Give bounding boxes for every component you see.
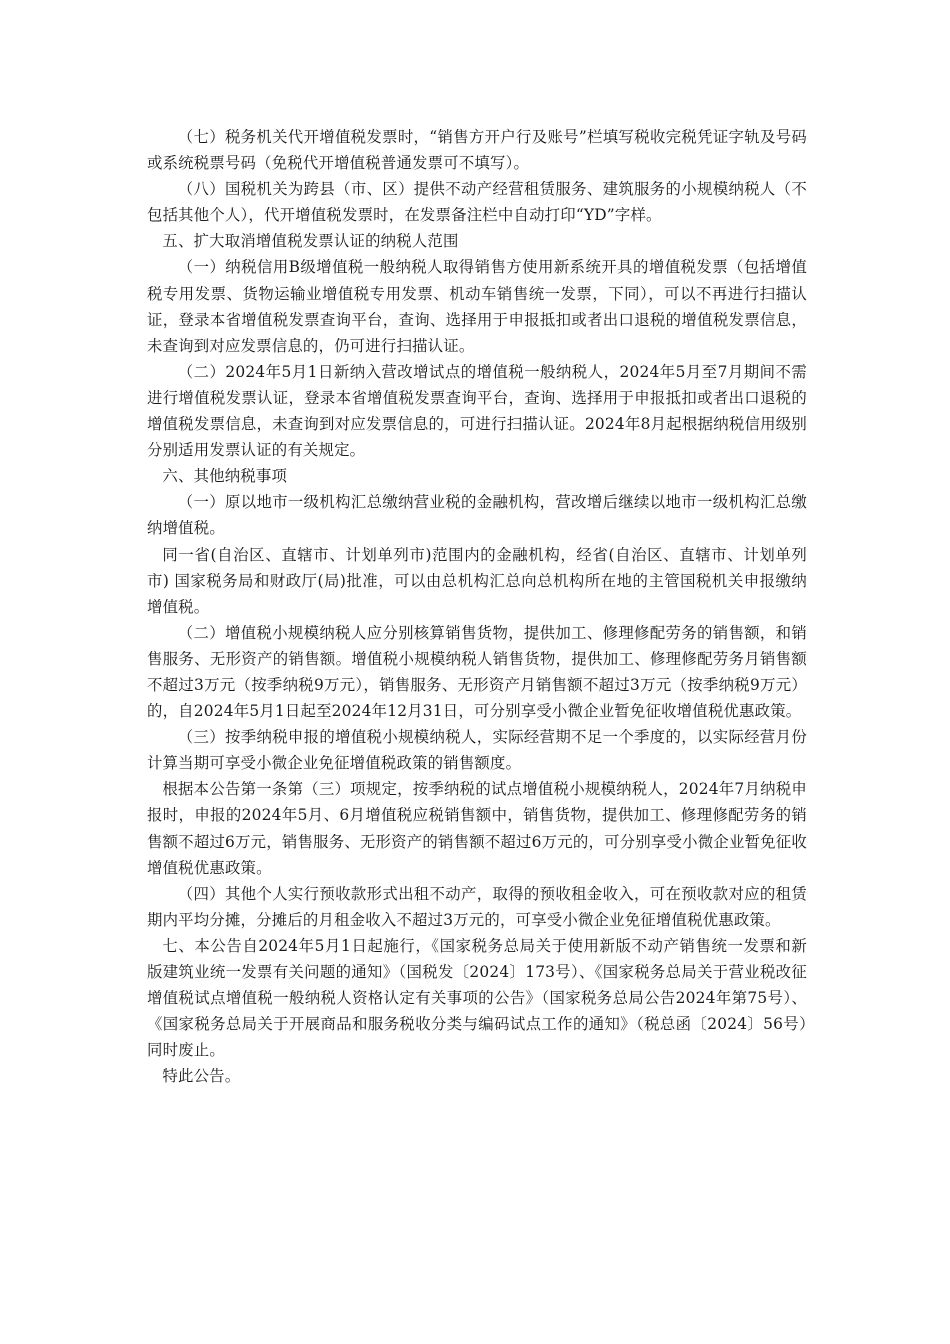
paragraph-invoice-agent-bank-account: （七）税务机关代开增值税发票时，“销售方开户行及账号”栏填写税收完税凭证字轨及号码或系统税票号码（免税代开增值税普通发票可不填写）。 bbox=[147, 128, 807, 173]
closing-announcement: 特此公告。 bbox=[162, 1067, 241, 1086]
paragraph-small-scale-taxpayer: （二）增值税小规模纳税人应分别核算销售货物，提供加工、修理修配劳务的销售额，和销售服务、无形资产的销售额。增值税小规模纳税人销售货物，提供加工、修理修配劳务月销售额不超过3万元（按季纳税9万元），销售服务、无形资产月销售额不超过3万元（按季纳税9万元）的，自2024年5月1日起至2024年12月31日，可分别享受小微企业暂免征收增值税优惠政策。 bbox=[147, 623, 807, 721]
section-heading-five: 五、扩大取消增值税发票认证的纳税人范围 bbox=[162, 232, 459, 251]
paragraph-financial-institution: （一）原以地市一级机构汇总缴纳营业税的金融机构，营改增后继续以地市一级机构汇总缴纳增值税。 bbox=[147, 493, 807, 538]
document-body bbox=[147, 124, 807, 1089]
section-heading-six: 六、其他纳税事项 bbox=[162, 467, 288, 486]
paragraph-july-declaration: 根据本公告第一条第（三）项规定，按季纳税的试点增值税小规模纳税人，2024年7月纳税申报时，申报的2024年5月、6月增值税应税销售额中，销售货物，提供加工、修理修配劳务的销售额不超过6万元，销售服务、无形资产的销售额不超过6万元的，可分别享受小微企业暂免征收增值税优惠政策。 bbox=[147, 780, 807, 877]
section-heading-seven: 七、本公告自2024年5月1日起施行，《国家税务总局关于使用新版不动产销售统一发票和新版建筑业统一发票有关问题的通知》（国税发〔2024〕173号）、《国家税务总局关于营业税改征增值税试点增值税一般纳税人资格认定有关事项的公告》（国家税务总局公告2024年第75号）、《国家税务总局关于开展商品和服务税收分类与编码试点工作的通知》（税总函〔2024〕56号）同时废止。 bbox=[147, 936, 807, 1060]
paragraph-new-pilot-taxpayer: （二）2024年5月1日新纳入营改增试点的增值税一般纳税人，2024年5月至7月期间不需进行增值税发票认证，登录本省增值税发票查询平台，查询、选择用于申报抵扣或者出口退税的增值税发票信息，未查询到对应发票信息的，可进行扫描认证。2024年8月起根据纳税信用级别分别适用发票认证的有关规定。 bbox=[147, 362, 807, 460]
paragraph-yd-remark: （八）国税机关为跨县（市、区）提供不动产经营租赁服务、建筑服务的小规模纳税人（不包括其他个人），代开增值税发票时，在发票备注栏中自动打印“YD”字样。 bbox=[147, 180, 807, 225]
paragraph-provincial-financial-institution: 同一省(自治区、直辖市、计划单列市)范围内的金融机构，经省(自治区、直辖市、计划单列市) 国家税务局和财政厅(局)批准，可以由总机构汇总向总机构所在地的主管国税机关申报缴纳增值税。 bbox=[147, 545, 807, 616]
paragraph-credit-b-taxpayer: （一）纳税信用B级增值税一般纳税人取得销售方使用新系统开具的增值税发票（包括增值税专用发票、货物运输业增值税专用发票、机动车销售统一发票，下同），可以不再进行扫描认证，登录本省增值税发票查询平台，查询、选择用于申报抵扣或者出口退税的增值税发票信息，未查询到对应发票信息的，仍可进行扫描认证。 bbox=[147, 258, 807, 355]
paragraph-quarterly-taxpayer: （三）按季纳税申报的增值税小规模纳税人，实际经营期不足一个季度的，以实际经营月份计算当期可享受小微企业免征增值税政策的销售额度。 bbox=[147, 728, 807, 773]
paragraph-prepaid-rent: （四）其他个人实行预收款形式出租不动产，取得的预收租金收入，可在预收款对应的租赁期内平均分摊，分摊后的月租金收入不超过3万元的，可享受小微企业免征增值税优惠政策。 bbox=[147, 884, 807, 929]
